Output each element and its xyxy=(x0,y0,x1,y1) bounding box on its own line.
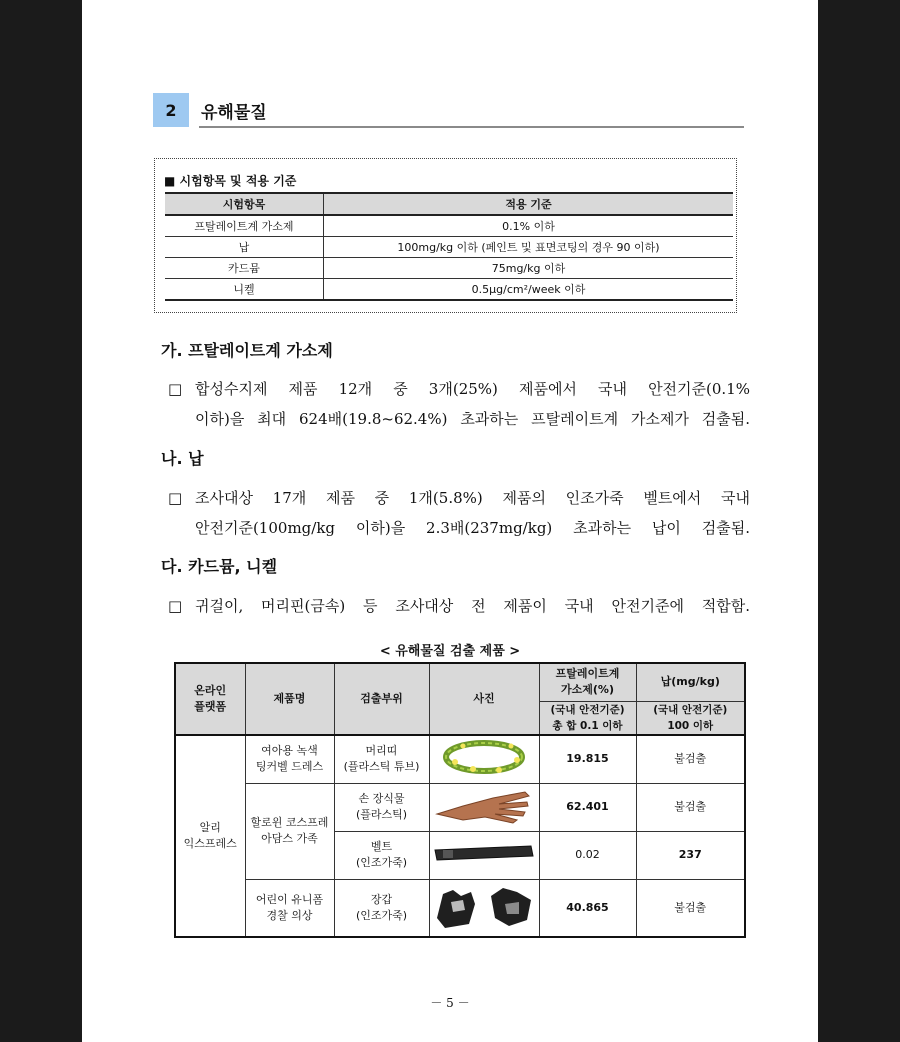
hand-photo xyxy=(433,784,535,826)
section-title: 유해물질 xyxy=(201,103,267,123)
criteria-standard: 75mg/kg 이하 xyxy=(324,258,734,279)
part-cell: 벨트 (인조가죽) xyxy=(334,831,429,879)
part-cell: 머리띠 (플라스틱 튜브) xyxy=(334,735,429,784)
subsection-heading: 다. 카드뮴, 니켈 xyxy=(161,557,278,576)
criteria-row xyxy=(165,237,733,258)
photo-cell xyxy=(429,783,539,831)
criteria-header-standard: 적용 기준 xyxy=(324,193,734,215)
criteria-standard: 0.5μg/cm²/week 이하 xyxy=(324,279,734,301)
platform-cell: 알리 익스프레스 xyxy=(175,735,245,938)
table-row xyxy=(175,879,745,937)
paragraph-line: 합성수지제 제품 12개 중 3개(25%) 제품에서 국내 안전기준(0.1% xyxy=(195,380,750,398)
criteria-header-item: 시험항목 xyxy=(165,193,324,215)
phthalate-value: 19.815 xyxy=(539,735,636,784)
results-caption: < 유해물질 검출 제품 > xyxy=(379,644,521,659)
criteria-item: 프탈레이트계 가소제 xyxy=(165,215,324,237)
checkbox-bullet: □ xyxy=(168,380,183,398)
page-number: － 5 － xyxy=(430,996,470,1010)
product-cell: 어린이 유니폼 경찰 의상 xyxy=(245,879,334,937)
results-header-row xyxy=(175,663,745,701)
photo-cell xyxy=(429,831,539,879)
paragraph-line: 안전기준(100mg/kg 이하)을 2.3배(237mg/kg) 초과하는 납이 검출됨. xyxy=(195,519,750,537)
criteria-table xyxy=(165,192,733,301)
subsection-paragraph xyxy=(168,483,750,543)
paragraph-line: 이하)을 최대 624배(19.8~62.4%) 초과하는 프탈레이트계 가소제가 검출됨. xyxy=(195,410,750,428)
lead-value: 불검출 xyxy=(636,783,745,831)
header-lead: 납(mg/kg) xyxy=(636,663,745,701)
photo-cell xyxy=(429,735,539,784)
part-cell: 손 장식물 (플라스틱) xyxy=(334,783,429,831)
table-row xyxy=(175,783,745,831)
table-row xyxy=(175,735,745,784)
photo-cell xyxy=(429,879,539,937)
lead-value: 불검출 xyxy=(636,879,745,937)
criteria-standard: 100mg/kg 이하 (페인트 및 표면코팅의 경우 90 이하) xyxy=(324,237,734,258)
gloves-photo xyxy=(433,882,535,928)
document-page xyxy=(82,0,818,1042)
criteria-heading: ■ 시험항목 및 적용 기준 xyxy=(164,174,297,188)
criteria-row xyxy=(165,215,733,237)
checkbox-bullet: □ xyxy=(168,597,183,615)
results-table xyxy=(174,662,746,938)
wreath-photo xyxy=(433,736,535,778)
header-product: 제품명 xyxy=(245,663,334,735)
product-cell: 할로윈 코스프레 아담스 가족 xyxy=(245,783,334,879)
criteria-item: 납 xyxy=(165,237,324,258)
criteria-row xyxy=(165,258,733,279)
checkbox-bullet: □ xyxy=(168,489,183,507)
header-phthalate-standard: (국내 안전기준) 총 합 0.1 이하 xyxy=(539,701,636,735)
header-phthalate: 프탈레이트계 가소제(%) xyxy=(539,663,636,701)
section-number: 2 xyxy=(153,93,189,127)
header-lead-standard: (국내 안전기준) 100 이하 xyxy=(636,701,745,735)
lead-value: 불검출 xyxy=(636,735,745,784)
part-cell: 장갑 (인조가죽) xyxy=(334,879,429,937)
criteria-standard: 0.1% 이하 xyxy=(324,215,734,237)
subsection-heading: 나. 납 xyxy=(161,449,204,468)
criteria-item: 니켈 xyxy=(165,279,324,301)
phthalate-value: 62.401 xyxy=(539,783,636,831)
header-photo: 사진 xyxy=(429,663,539,735)
header-platform: 온라인 플랫폼 xyxy=(175,663,245,735)
criteria-header-row xyxy=(165,193,733,215)
product-cell: 여아용 녹색 팅커벨 드레스 xyxy=(245,735,334,784)
subsection-heading: 가. 프탈레이트계 가소제 xyxy=(161,341,333,360)
phthalate-value: 0.02 xyxy=(539,831,636,879)
criteria-item: 카드뮴 xyxy=(165,258,324,279)
section-divider xyxy=(199,126,744,128)
header-part: 검출부위 xyxy=(334,663,429,735)
belt-photo xyxy=(433,832,535,874)
subsection-paragraph xyxy=(168,591,750,621)
phthalate-value: 40.865 xyxy=(539,879,636,937)
paragraph-line: 조사대상 17개 제품 중 1개(5.8%) 제품의 인조가죽 벨트에서 국내 xyxy=(195,489,750,507)
lead-value: 237 xyxy=(636,831,745,879)
paragraph-line: 귀걸이, 머리핀(금속) 등 조사대상 전 제품이 국내 안전기준에 적합함. xyxy=(195,597,750,615)
criteria-row xyxy=(165,279,733,301)
subsection-paragraph xyxy=(168,374,750,434)
